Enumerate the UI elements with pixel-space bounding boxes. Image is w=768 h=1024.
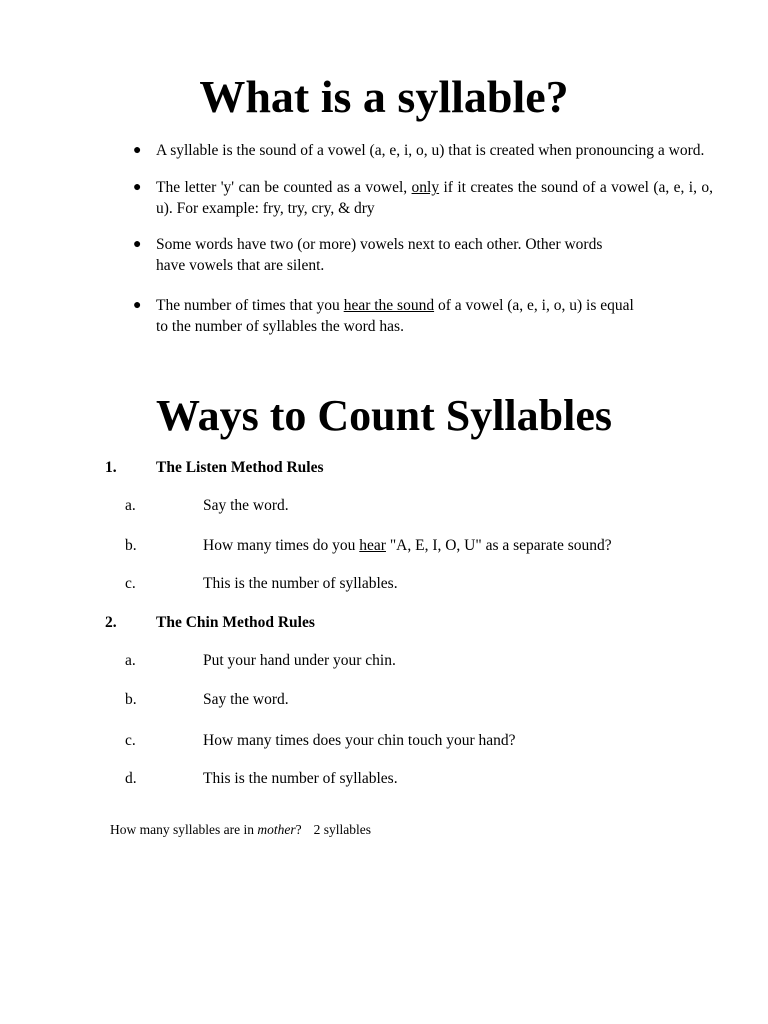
page-title: What is a syllable? [199, 71, 569, 122]
step-item: a. Put your hand under your chin. [125, 652, 396, 669]
list-item [133, 140, 713, 161]
method-heading-listen: 1. The Listen Method Rules [105, 459, 324, 476]
list-item [133, 234, 713, 276]
syllable-definition-list [133, 140, 713, 337]
bullet-icon: ● [133, 143, 142, 158]
step-item: a. Say the word. [125, 497, 289, 514]
bullet-icon: ● [133, 237, 142, 252]
step-item: d. This is the number of syllables. [125, 770, 398, 787]
step-item: b. Say the word. [125, 691, 289, 708]
method-heading-chin: 2. The Chin Method Rules [105, 614, 315, 631]
list-item [133, 295, 713, 337]
step-item: b. How many times do you hear "A, E, I, O, U" as a separate sound? [125, 537, 612, 554]
practice-question: How many syllables are in mother? 2 syllables [110, 822, 371, 837]
emphasis-hear: hear [359, 537, 386, 554]
bullet-icon: ● [133, 180, 142, 195]
section-title: Ways to Count Syllables [156, 391, 612, 440]
step-item: c. How many times does your chin touch your hand? [125, 732, 516, 749]
emphasis-only: only [411, 179, 440, 196]
emphasis-hear-the-sound: hear the sound [343, 297, 435, 314]
question-word: mother [257, 822, 296, 837]
bullet-text: The number of times that you hear the sound of a vowel (a, e, i, o, u) is equal to the number of syllables the word has. [156, 297, 634, 335]
bullet-icon: ● [133, 298, 142, 313]
bullet-text: A syllable is the sound of a vowel (a, e, i, o, u) that is created when pronouncing a word. [156, 142, 705, 159]
question-answer: 2 syllables [313, 822, 371, 837]
step-item: c. This is the number of syllables. [125, 575, 398, 592]
bullet-text: The letter 'y' can be counted as a vowel, only if it creates the sound of a vowel (a, e, i, o, u). For example: fry, try, cry, & dry [156, 179, 714, 217]
list-item [133, 177, 713, 219]
bullet-text: Some words have two (or more) vowels next to each other. Other words have vowels that are silent. [156, 236, 603, 274]
